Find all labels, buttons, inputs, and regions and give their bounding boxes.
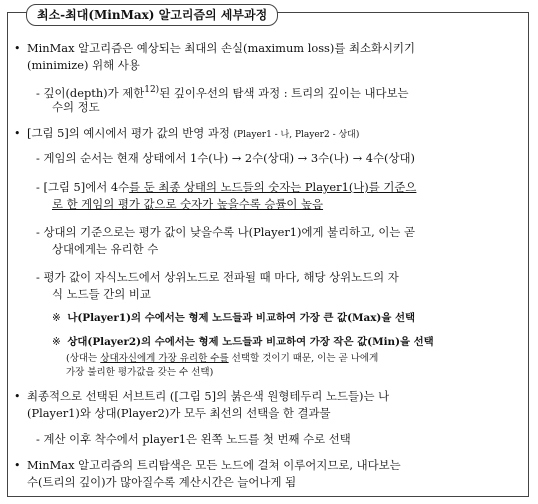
s1-line1: MinMax 알고리즘은 예상되는 최대의 손실(maximum loss)를 최소화시키기 (27, 41, 415, 55)
note-mark: ※ (52, 336, 61, 348)
s4-line2: 수(트리의 깊이)가 많아질수록 계산시간은 늘어나게 됨 (27, 475, 297, 489)
note-min-detail2: 가장 불리한 평가값을 갖는 수 선택) (66, 367, 214, 378)
s3-line2: (Player1)와 상대(Player2)가 모두 최선의 선택을 한 결과물 (27, 406, 331, 420)
s2-line1: [그림 5]의 예시에서 평가 값의 반영 과정 (Player1 - 나, Player2 - 상대) (27, 126, 360, 140)
s2a-line: - 게임의 순서는 현재 상태에서 1수(나) → 2수(상대) → 3수(나) → 4수(상대) (36, 151, 415, 165)
note-mark: ※ (52, 312, 61, 324)
s1a-line1: - 깊이(depth)가 제한$^{12)}$된 깊이우선의 탐색 과정 : 트리의 깊이는 내다보는 (36, 85, 409, 100)
bullet-icon: • (14, 459, 21, 472)
s3-line1: 최종적으로 선택된 서브트리 ([그림 5]의 붉은색 원형테두리 노드들)는 나 (27, 389, 390, 403)
bullet-icon: • (14, 390, 21, 403)
s1-line2: (minimize) 위해 사용 (27, 58, 140, 72)
s2c-line1: - 상대의 기준으로는 평가 값이 낮을수록 나(Player1)에게 불리하고, 이는 곧 (36, 225, 415, 239)
s2c-line2: 상대에게는 유리한 수 (52, 242, 159, 256)
note-min: ※ 상대(Player2)의 수에서는 형제 노드들과 비교하여 가장 작은 값(Min)을 선택 (52, 336, 434, 348)
s4-line1: MinMax 알고리즘의 트리탐색은 모든 노드에 걸쳐 이루어지므로, 내다보는 (27, 458, 401, 472)
note-max: ※ 나(Player1)의 수에서는 형제 노드들과 비교하여 가장 큰 값(Max)을 선택 (52, 312, 416, 324)
note-min-detail1: (상대는 상대자신에게 가장 유리한 수를 선택할 것이기 때문, 이는 곧 나에게 (66, 353, 379, 364)
s3a-line: - 계산 이후 착수에서 player1은 왼쪽 노드를 첫 번째 수로 선택 (36, 432, 351, 446)
s1a-line2: 수의 정도 (52, 100, 100, 114)
s2d-line2: 식 노드들 간의 비교 (52, 287, 151, 301)
s2d-line1: - 평가 값이 자식노드에서 상위노드로 전파될 때 마다, 해당 상위노드의 자 (36, 270, 399, 284)
s2b-line2: 로 한 게임의 평가 값으로 숫자가 높을수록 승률이 높음 (52, 197, 324, 211)
bullet-icon: • (14, 42, 21, 55)
s2b-line1: - [그림 5]에서 4수를 둔 최종 상태의 노드들의 숫자는 Player1(나)를 기준으 (36, 180, 417, 194)
section-title: 최소-최대(MinMax) 알고리즘의 세부과정 (26, 4, 278, 26)
bullet-icon: • (14, 127, 21, 140)
